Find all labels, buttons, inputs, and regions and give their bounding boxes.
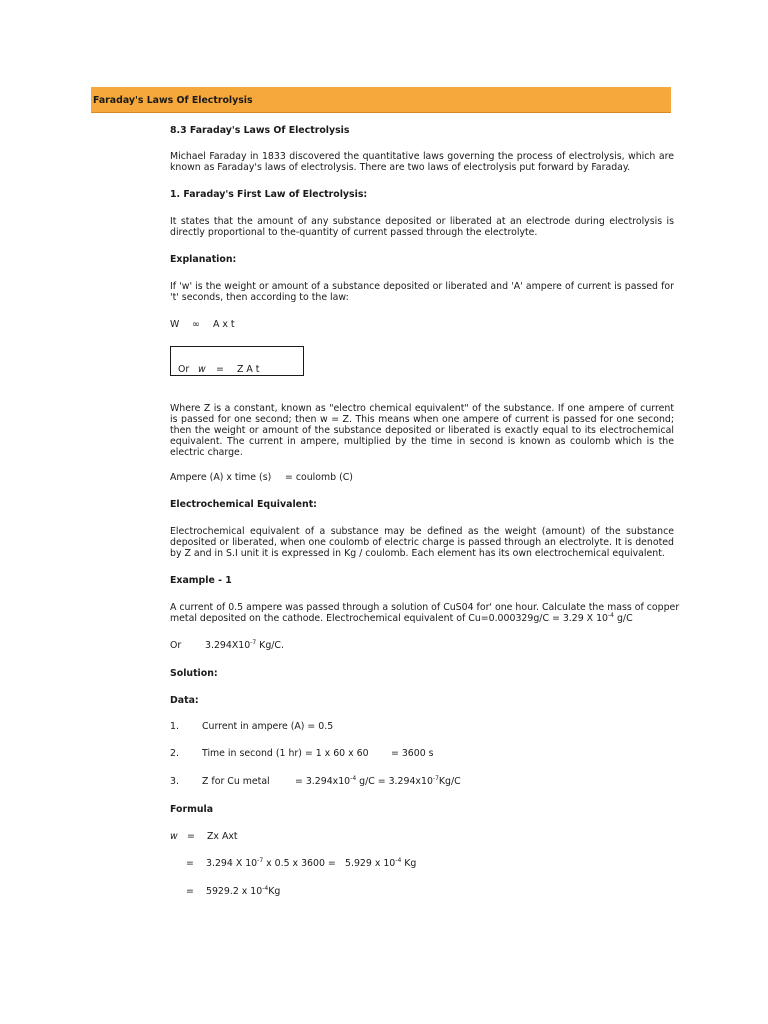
step2-equals: = — [186, 886, 194, 897]
proportion-rhs: A x t — [213, 319, 235, 330]
or-value: $3.294X10^{-7}$ Kg/C. — [205, 639, 284, 651]
step2-result: 5929.2 x $10^{-4}Kg$ — [206, 885, 281, 897]
explanation-heading: Explanation: — [170, 254, 237, 265]
coulomb-eq-rhs: = coulomb (C) — [285, 472, 353, 483]
boxed-equals: = — [216, 364, 224, 375]
formula-heading: Formula — [170, 804, 214, 815]
data-item-3-text: Z for Cu metal — [202, 776, 270, 787]
example-problem-line1: A current of 0.5 ampere was passed through a solution of CuS04 for' one hour. Calculate the mass of copper — [170, 602, 680, 613]
formula-rhs: Zx Axt — [207, 831, 238, 842]
or-label: Or — [170, 640, 182, 651]
formula-equals: = — [187, 831, 195, 842]
data-item-1-text: Current in ampere (A) = 0.5 — [202, 721, 334, 732]
banner-title: Faraday's Laws Of Electrolysis — [93, 95, 253, 106]
ece-heading: Electrochemical Equivalent: — [170, 499, 317, 510]
data-item-3-num: 3. — [170, 776, 179, 787]
data-item-2-text: Time in second (1 hr) = 1 x 60 x 60 — [202, 748, 369, 759]
solution-heading: Solution: — [170, 668, 218, 679]
step1-result: 5.929 x $10^{-4}$ Kg — [345, 857, 417, 869]
step1-expression: 3.294 X $10^{-7}$ x 0.5 x 3600 = — [206, 857, 336, 869]
boxed-w: w — [198, 364, 206, 375]
example-problem-line2: metal deposited on the cathode. Electrochemical equivalent of Cu=0.000329g/C = 3.29 X $10^{-4}$ g/C — [170, 612, 633, 624]
data-item-1-num: 1. — [170, 721, 179, 732]
data-item-2-result: = 3600 s — [391, 748, 434, 759]
data-heading: Data: — [170, 695, 199, 706]
step1-equals: = — [186, 858, 194, 869]
where-z-paragraph: Where Z is a constant, known as "electro chemical equivalent" of the substance. If one ampere of current is passed for one second; then w = Z. This means when one ampere of current is passed for one second; then the weight or amount of the substance deposited or liberated is exactly equal to its electrochemical equivalent. The current in ampere, multiplied by the time in second is known as coulomb which is the electric charge. — [170, 403, 674, 458]
data-item-2-num: 2. — [170, 748, 179, 759]
first-law-heading: 1. Faraday's First Law of Electrolysis: — [170, 189, 368, 200]
intro-paragraph: Michael Faraday in 1833 discovered the quantitative laws governing the process of electrolysis, which are known as Faraday's laws of electrolysis. There are two laws of electrolysis put forward by Faraday. — [170, 151, 674, 173]
formula-w: w — [170, 831, 178, 842]
first-law-statement: It states that the amount of any substance deposited or liberated at an electrode during electrolysis is directly proportional to the-quantity of current passed through the electrolyte. — [170, 216, 674, 238]
boxed-rhs: Z A t — [237, 364, 260, 375]
title-banner — [91, 87, 671, 113]
ece-definition: Electrochemical equivalent of a substance may be defined as the weight (amount) of the substance deposited or liberated, when one coulomb of electric charge is passed through an electrolyte. It is denoted by Z and in S.I unit it is expressed in Kg / coulomb. Each element has its own electrochemical equivalent. — [170, 526, 674, 559]
proportional-symbol: ∞ — [192, 319, 200, 330]
example-heading: Example - 1 — [170, 575, 232, 586]
proportion-w: W — [170, 319, 180, 330]
section-heading: 8.3 Faraday's Laws Of Electrolysis — [170, 125, 350, 136]
coulomb-eq-lhs: Ampere (A) x time (s) — [170, 472, 272, 483]
boxed-or: Or — [178, 364, 190, 375]
data-item-3-value: = $3.294x10^{-4}$ $g/C = 3.294x10^{-7}Kg/C$ — [295, 775, 461, 787]
explanation-paragraph: If 'w' is the weight or amount of a substance deposited or liberated and 'A' ampere of current is passed for 't' seconds, then according to the law: — [170, 281, 674, 303]
